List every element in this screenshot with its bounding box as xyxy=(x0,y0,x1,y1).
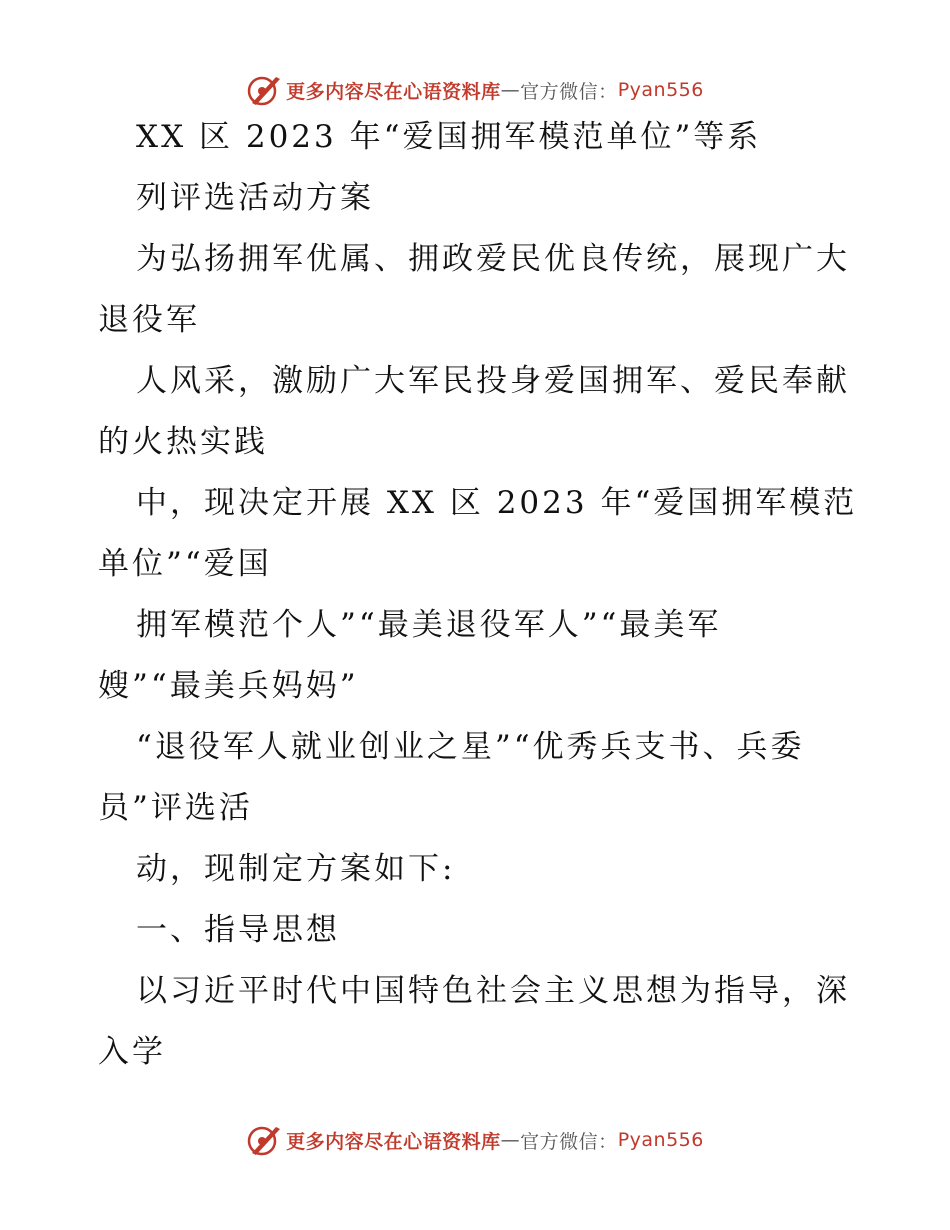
paragraph-line: 拥军模范个人”“最美退役军人”“最美军 xyxy=(136,607,722,643)
footer-watermark-banner xyxy=(0,1120,950,1160)
banner-wechat-id: Pyan556 xyxy=(617,79,704,101)
banner-wechat-id: Pyan556 xyxy=(617,1129,704,1151)
paragraph-line: 员”评选活 xyxy=(98,790,253,826)
banner-wechat-label: 官方微信： xyxy=(520,1130,618,1153)
banner-main-text: 更多内容尽在心语资料库 xyxy=(286,1130,501,1153)
section-heading: 一、指导思想 xyxy=(136,912,340,948)
paragraph-line: 的火热实践 xyxy=(98,424,268,460)
title-line-1: XX 区 2023 年“爱国拥军模范单位”等系 xyxy=(136,119,762,155)
title-line-2: 列评选活动方案 xyxy=(136,180,374,216)
quill-logo-icon xyxy=(246,73,282,107)
paragraph-line: 入学 xyxy=(98,1034,166,1070)
paragraph-line: “退役军人就业创业之星”“优秀兵支书、兵委 xyxy=(136,729,805,765)
paragraph-line: 中，现决定开展 XX 区 2023 年“爱国拥军模范 xyxy=(136,485,858,521)
banner-wechat-label: 官方微信： xyxy=(520,80,618,103)
paragraph-line: 人风采，激励广大军民投身爱国拥军、爱民奉献 xyxy=(136,363,850,399)
paragraph-line: 为弘扬拥军优属、拥政爱民优良传统，展现广大 xyxy=(136,241,850,277)
document-body xyxy=(98,120,858,1069)
paragraph-line: 退役军 xyxy=(98,302,200,338)
banner-main-text: 更多内容尽在心语资料库 xyxy=(286,80,501,103)
paragraph-line: 动，现制定方案如下: xyxy=(136,851,456,887)
paragraph-line: 嫂”“最美兵妈妈” xyxy=(98,668,359,704)
banner-dash: — xyxy=(500,1129,521,1151)
paragraph-line: 单位”“爱国 xyxy=(98,546,272,582)
paragraph-line: 以习近平时代中国特色社会主义思想为指导，深 xyxy=(136,973,850,1009)
banner-dash: — xyxy=(500,79,521,101)
quill-logo-icon xyxy=(246,1123,282,1157)
header-watermark-banner xyxy=(0,70,950,110)
